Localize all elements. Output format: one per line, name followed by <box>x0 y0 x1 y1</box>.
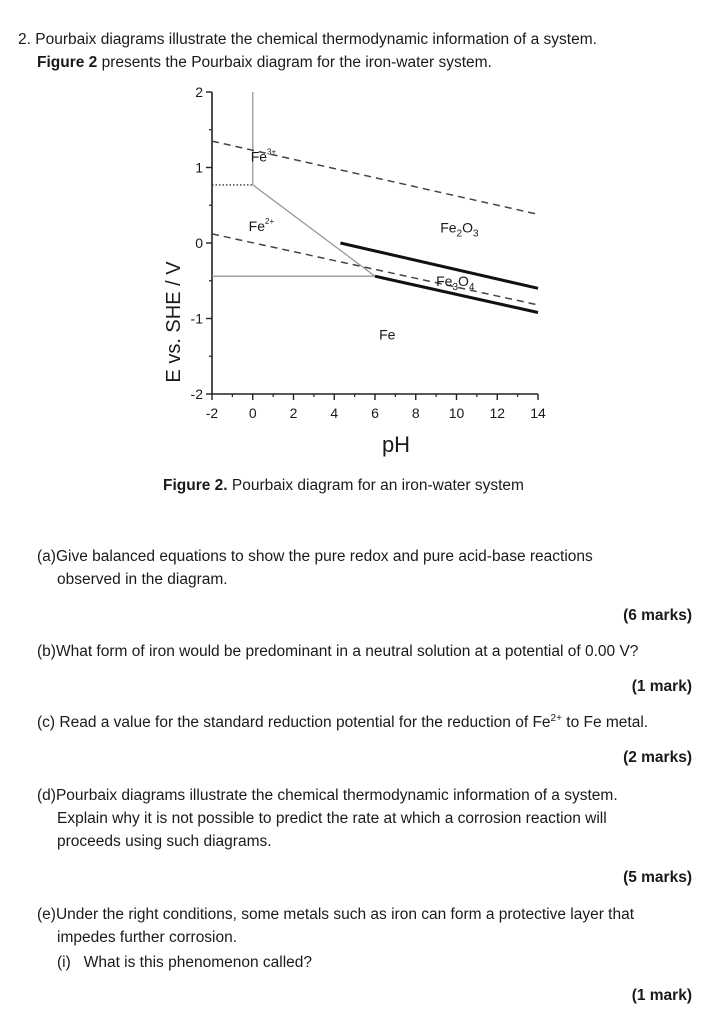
part-b <box>37 642 638 662</box>
intro-line2-text: presents the Pourbaix diagram for the iron-water system. <box>97 54 492 71</box>
figure-reference: Figure 2 <box>37 54 98 71</box>
part-c-text-end: to Fe metal. <box>561 714 649 731</box>
part-a <box>37 547 593 567</box>
part-e-i-text: What is this phenomenon called? <box>83 954 313 971</box>
x-tick-label-5: 8 <box>411 405 420 421</box>
part-d-line2: Explain why it is not possible to predict the rate at which a corrosion reaction will <box>57 810 607 827</box>
region-label-fe2+: $Fe^{2+}$ <box>248 216 275 234</box>
part-e-line1: Under the right conditions, some metals such as iron can form a protective layer that <box>55 906 635 923</box>
part-e-line2: impedes further corrosion. <box>57 929 238 946</box>
part-a-marks: (6 marks) <box>623 607 692 624</box>
part-a-label: (a) <box>37 548 56 565</box>
part-a-line2: observed in the diagram. <box>57 571 228 588</box>
part-b-label: (b) <box>37 643 56 660</box>
series-line-h-h2-line <box>212 234 538 305</box>
x-tick-label-4: 6 <box>371 405 379 421</box>
part-e <box>37 905 634 925</box>
y-tick-label-4: -2 <box>190 386 203 402</box>
x-tick-label-0: -2 <box>205 405 219 421</box>
x-tick-label-6: 10 <box>448 405 465 421</box>
part-e-marks: (1 mark) <box>631 987 692 1004</box>
figure-caption-label: Figure 2. <box>163 477 228 494</box>
part-a-line1: Give balanced equations to show the pure redox and pure acid-base reactions <box>55 548 593 565</box>
question-intro <box>18 30 597 50</box>
pourbaix-diagram <box>150 82 570 472</box>
y-tick-label-3: -1 <box>190 310 203 327</box>
part-d-line3: proceeds using such diagrams. <box>57 833 272 850</box>
question-number: 2. <box>18 31 31 48</box>
part-e-i <box>57 953 312 973</box>
part-c <box>37 713 648 733</box>
part-e-i-label: (i) <box>57 954 71 971</box>
figure-caption-text: Pourbaix diagram for an iron-water system <box>227 477 524 494</box>
y-tick-label-1: 1 <box>195 159 203 176</box>
part-d-line1: Pourbaix diagrams illustrate the chemical thermodynamic information of a system. <box>55 787 618 804</box>
part-c-marks: (2 marks) <box>623 749 692 766</box>
part-b-line1: What form of iron would be predominant in a neutral solution at a potential of 0.00 V? <box>55 643 639 660</box>
part-e-label: (e) <box>37 906 56 923</box>
x-axis-title: pH <box>381 432 411 457</box>
question-intro-line2 <box>37 53 492 73</box>
part-d-label: (d) <box>37 787 56 804</box>
region-label-fe3o4: $Fe_3O_4$ <box>436 273 475 294</box>
part-d-marks: (5 marks) <box>623 869 692 886</box>
y-axis-title: E vs. SHE / V <box>163 261 185 383</box>
part-d <box>37 786 618 806</box>
region-label-fe2o3: $Fe_2O_3$ <box>440 219 479 240</box>
part-c-text: Read a value for the standard reduction potential for the reduction of Fe <box>59 714 551 731</box>
region-label-fe3+: $Fe^{3+}$ <box>250 147 277 165</box>
x-tick-label-2: 2 <box>289 405 298 421</box>
x-tick-label-8: 14 <box>530 405 546 421</box>
y-tick-label-0: 2 <box>195 84 203 100</box>
region-label-fe: Fe <box>379 326 396 343</box>
question-intro-text: Pourbaix diagrams illustrate the chemical thermodynamic information of a system. <box>35 31 597 48</box>
part-c-superscript: 2+ <box>550 712 562 724</box>
x-tick-label-7: 12 <box>489 405 506 421</box>
y-tick-label-2: 0 <box>195 235 203 251</box>
part-c-label: (c) <box>37 714 56 731</box>
part-b-marks: (1 mark) <box>631 678 692 695</box>
x-tick-label-3: 4 <box>330 405 339 421</box>
series-line-fe2-fe2o3-boundary <box>253 185 375 276</box>
figure-caption <box>163 477 524 495</box>
x-tick-label-1: 0 <box>248 405 257 421</box>
